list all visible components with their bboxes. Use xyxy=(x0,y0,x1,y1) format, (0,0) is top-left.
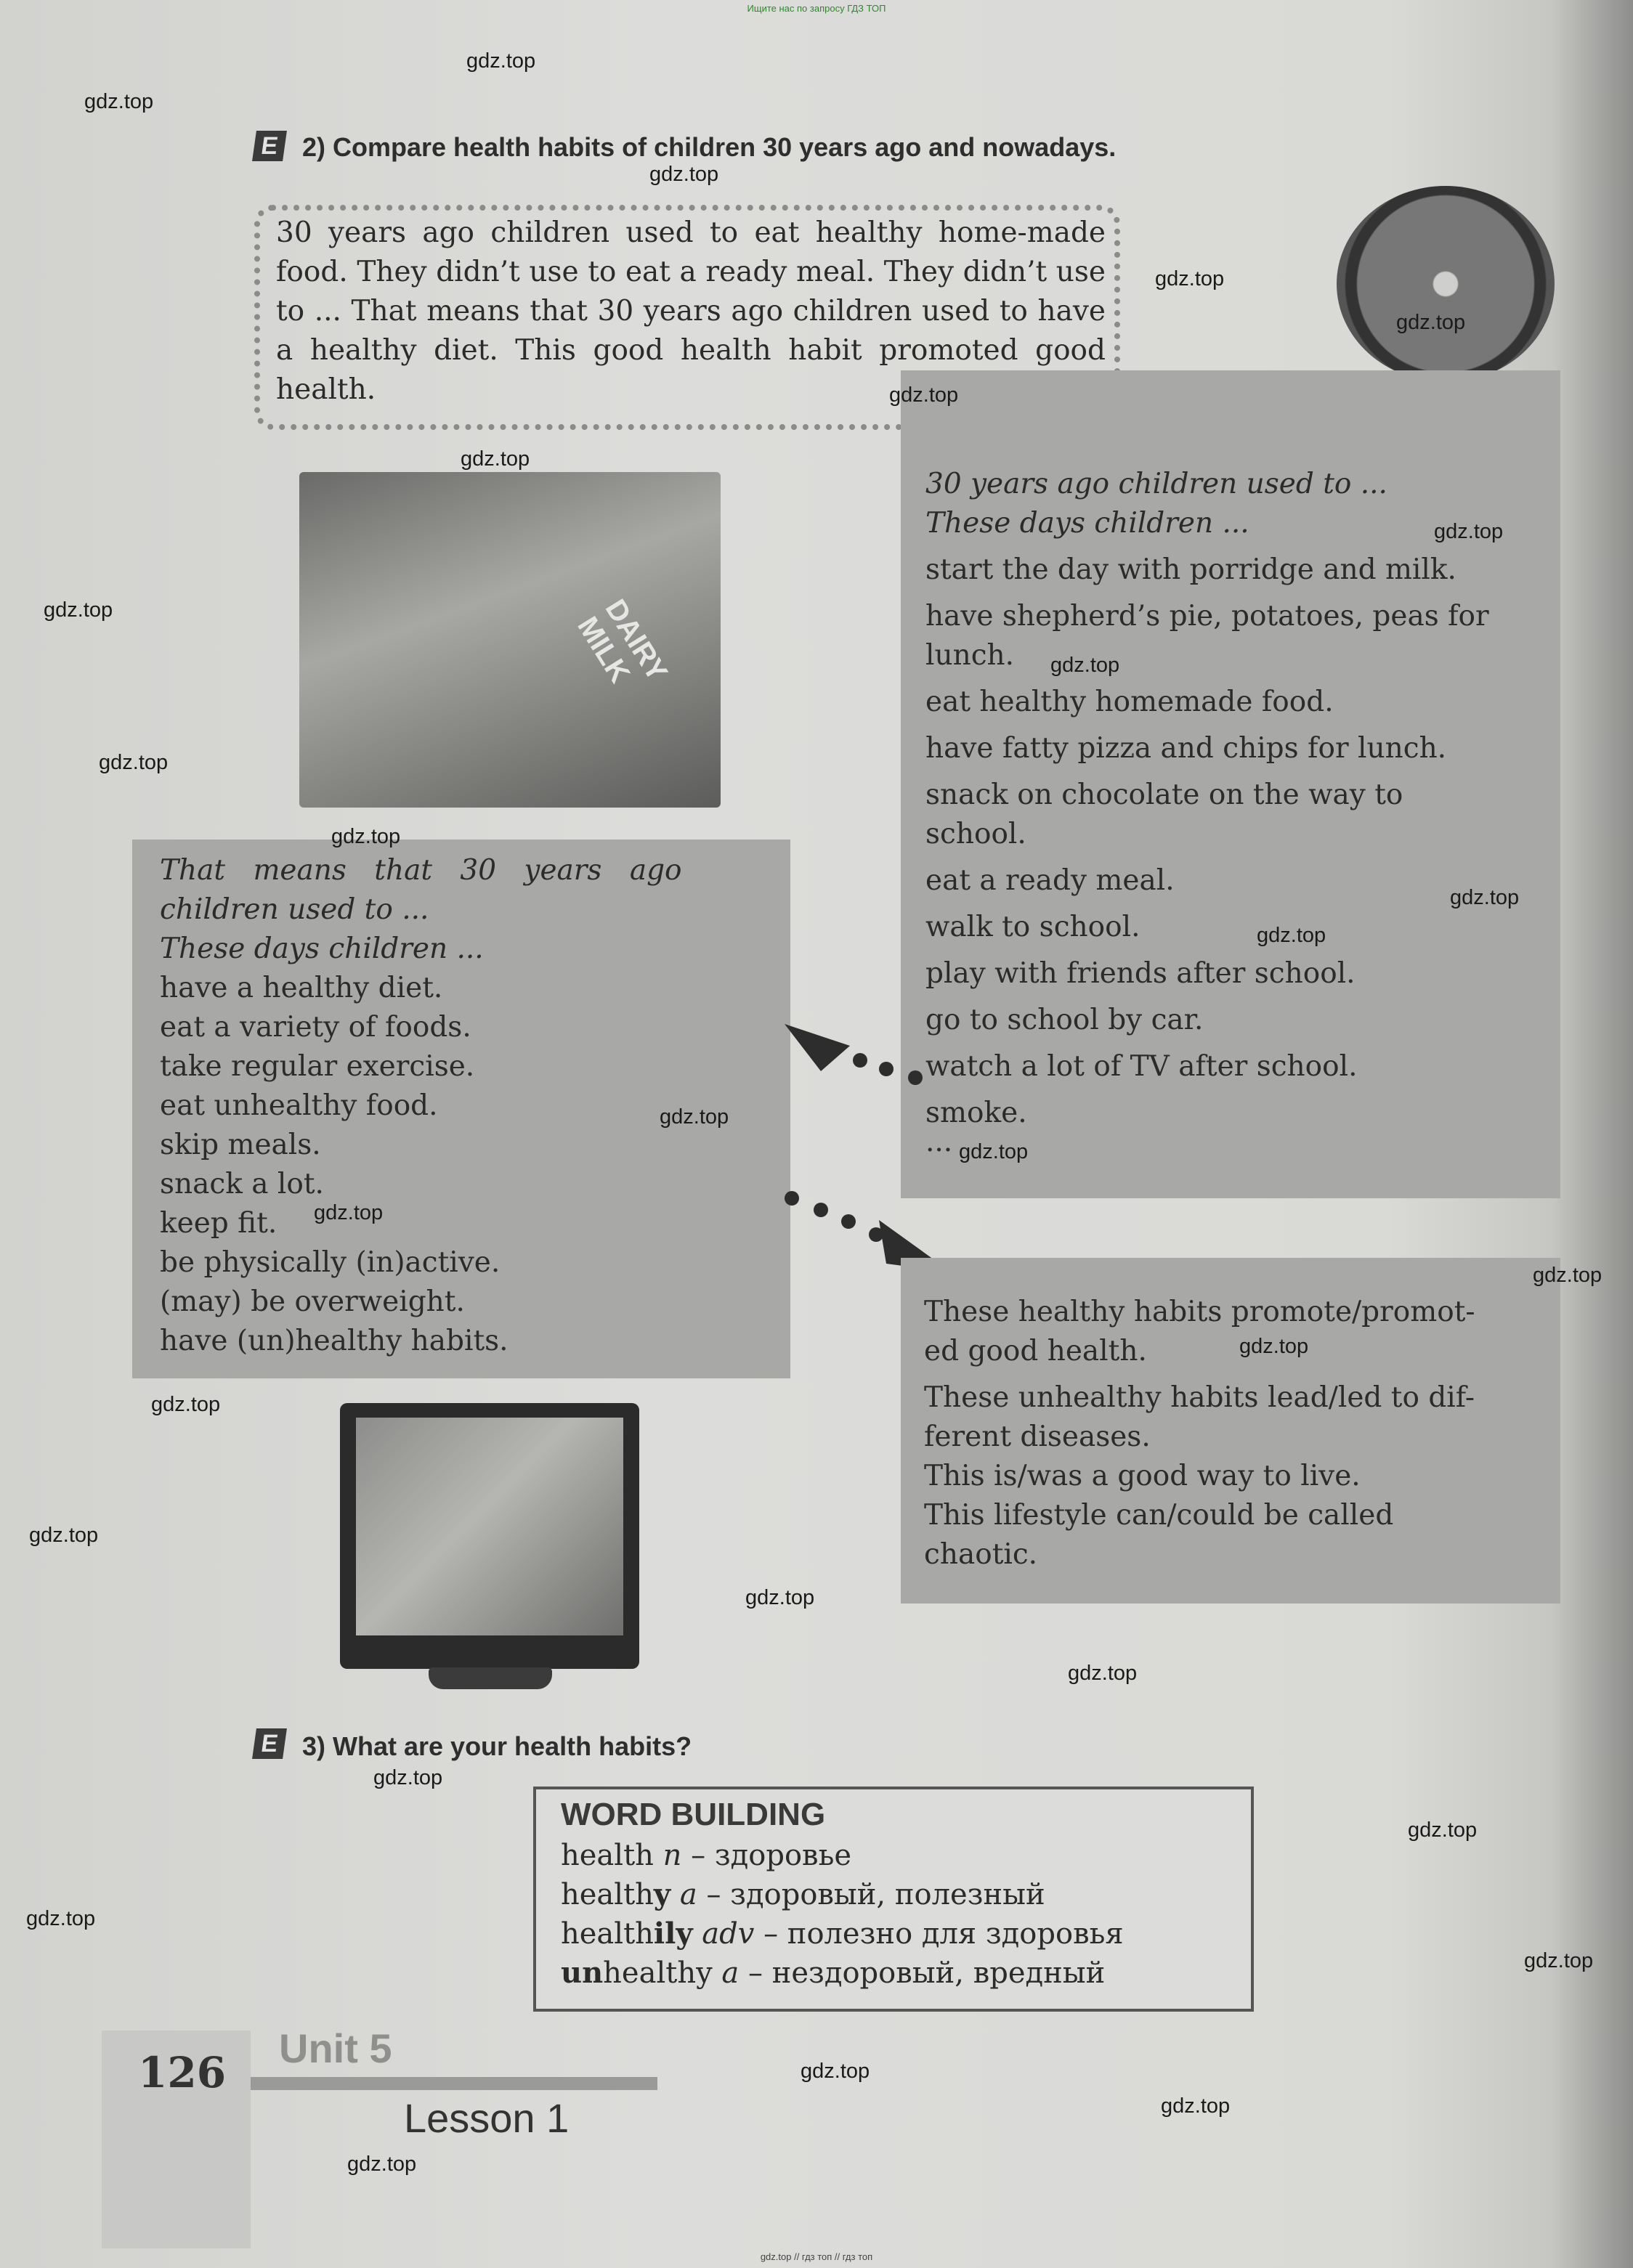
word: health xyxy=(561,1917,654,1951)
watermark: gdz.top xyxy=(1155,267,1225,290)
grapefruit-image xyxy=(1337,186,1555,382)
page-number: 126 xyxy=(138,2048,227,2097)
watermark: gdz.top xyxy=(1161,2094,1231,2118)
intro-line: These days children ... xyxy=(925,507,1249,540)
list-item: be physically (in)active. xyxy=(160,1246,501,1279)
word: health xyxy=(561,1839,654,1872)
watermark: gdz.top xyxy=(1068,1662,1138,1685)
list-item: These healthy habits promote/promot- xyxy=(924,1296,1475,1328)
list-item: play with friends after school. xyxy=(925,957,1356,990)
watermark: gdz.top xyxy=(466,49,536,73)
word-building-title: WORD BUILDING xyxy=(561,1797,826,1832)
watermark: gdz.top xyxy=(44,598,113,622)
translation: – здоровый, полезный xyxy=(706,1878,1045,1911)
word-entry xyxy=(561,1875,1244,1914)
list-item: watch a lot of TV after school. xyxy=(925,1050,1358,1083)
list-item: chaotic. xyxy=(924,1538,1038,1571)
list-item: eat a ready meal. xyxy=(925,864,1175,897)
suffix: ily xyxy=(653,1917,693,1951)
watermark: gdz.top xyxy=(660,1105,729,1129)
watermark: gdz.top xyxy=(99,751,169,774)
list-item: These unhealthy habits lead/led to dif- xyxy=(924,1381,1475,1414)
word-entry xyxy=(561,1914,1244,1954)
intro-line: That means that 30 years ago xyxy=(160,854,682,887)
part-of-speech: a xyxy=(679,1878,697,1911)
watermark: gdz.top xyxy=(84,90,154,113)
intro-line: 30 years ago children used to ... xyxy=(925,468,1387,500)
watermark: gdz.top xyxy=(889,383,959,407)
watermark: gdz.top xyxy=(151,1393,221,1416)
list-item: keep fit. xyxy=(160,1207,277,1240)
watermark: gdz.top xyxy=(1257,924,1326,947)
word-entry xyxy=(561,1954,1244,1993)
watermark: gdz.top xyxy=(1533,1264,1602,1287)
list-item: This is/was a good way to live. xyxy=(924,1460,1361,1492)
list-item: snack a lot. xyxy=(160,1168,324,1200)
watermark: gdz.top xyxy=(461,447,530,471)
list-item: ferent diseases. xyxy=(924,1420,1151,1453)
list-item: school. xyxy=(925,818,1026,850)
watermark: gdz.top xyxy=(801,2060,870,2083)
top-note: Ищите нас по запросу ГДЗ ТОП xyxy=(747,3,886,14)
list-item: walk to school. xyxy=(925,911,1140,943)
list-item: eat unhealthy food. xyxy=(160,1089,438,1122)
list-item: take regular exercise. xyxy=(160,1050,475,1083)
task2-title: 2) Compare health habits of children 30 years ago and nowadays. xyxy=(302,132,1117,162)
tv-screen-image xyxy=(356,1418,623,1635)
translation: – полезно для здоровья xyxy=(763,1917,1124,1951)
unit-label: Unit 5 xyxy=(279,2025,392,2071)
example-text: 30 years ago children used to eat healthy home-made food. They didn’t use to eat a ready meal. They didn’t use to ... That means that 30 years ago children used to have a healthy diet. This good health habit promoted good health. xyxy=(276,216,1106,406)
arrow-left-head-icon xyxy=(785,1024,850,1071)
part-of-speech: a xyxy=(721,1956,739,1990)
list-item: have shepherd’s pie, potatoes, peas for xyxy=(925,600,1489,633)
suffix: y xyxy=(653,1877,671,1911)
tv-stand xyxy=(429,1667,552,1689)
habits-right-list xyxy=(925,465,1550,1162)
watermark: gdz.top xyxy=(331,825,401,848)
lesson-label: Lesson 1 xyxy=(404,2095,570,2141)
chocolate-label: DAIRY MILK xyxy=(571,593,673,688)
list-item: smoke. xyxy=(925,1097,1027,1129)
watermark: gdz.top xyxy=(347,2153,417,2176)
list-item: This lifestyle can/could be called xyxy=(924,1499,1394,1532)
intro-line: children used to ... xyxy=(160,893,429,926)
watermark: gdz.top xyxy=(373,1766,443,1789)
word: healthy xyxy=(603,1956,713,1990)
list-item: eat a variety of foods. xyxy=(160,1011,471,1044)
girl-with-food-photo xyxy=(299,472,721,808)
part-of-speech: n xyxy=(662,1839,682,1872)
part-of-speech: adv xyxy=(702,1917,755,1951)
list-item: have a healthy diet. xyxy=(160,972,443,1004)
unit-bar xyxy=(251,2077,657,2090)
list-item: go to school by car. xyxy=(925,1004,1204,1036)
intro-line: These days children ... xyxy=(160,932,484,965)
watermark: gdz.top xyxy=(26,1907,96,1930)
list-item: have fatty pizza and chips for lunch. xyxy=(925,732,1447,765)
watermark: gdz.top xyxy=(649,163,719,186)
prefix: un xyxy=(561,1956,604,1990)
translation: – здоровье xyxy=(691,1839,852,1872)
watermark: gdz.top xyxy=(1434,520,1504,543)
list-item: lunch. xyxy=(925,639,1015,672)
watermark: gdz.top xyxy=(1050,654,1120,677)
watermark: gdz.top xyxy=(1524,1949,1594,1972)
consequences-list xyxy=(924,1293,1549,1574)
watermark: gdz.top xyxy=(745,1586,815,1609)
watermark: gdz.top xyxy=(1450,886,1520,909)
list-item: ... xyxy=(925,1126,953,1158)
list-item: start the day with porridge and milk. xyxy=(925,553,1456,586)
word: health xyxy=(561,1878,654,1911)
exercise-icon: E xyxy=(252,1728,287,1759)
translation: – нездоровый, вредный xyxy=(747,1956,1106,1990)
watermark: gdz.top xyxy=(29,1524,99,1547)
list-item: (may) be overweight. xyxy=(160,1285,465,1318)
list-item: ed good health. xyxy=(924,1335,1147,1367)
word-building-content xyxy=(561,1797,1244,1993)
watermark: gdz.top xyxy=(1239,1335,1309,1358)
bottom-note: gdz.top // гдз топ // гдз топ xyxy=(760,2251,873,2262)
list-item: snack on chocolate on the way to xyxy=(925,779,1403,811)
exercise-icon: E xyxy=(252,131,287,161)
word-entry xyxy=(561,1836,1244,1875)
watermark: gdz.top xyxy=(314,1201,384,1224)
list-item: skip meals. xyxy=(160,1129,321,1161)
watermark: gdz.top xyxy=(1396,311,1466,334)
watermark: gdz.top xyxy=(1408,1818,1478,1842)
watermark: gdz.top xyxy=(959,1140,1029,1163)
task3-title: 3) What are your health habits? xyxy=(302,1731,692,1761)
list-item: have (un)healthy habits. xyxy=(160,1325,508,1357)
list-item: eat healthy homemade food. xyxy=(925,686,1334,718)
